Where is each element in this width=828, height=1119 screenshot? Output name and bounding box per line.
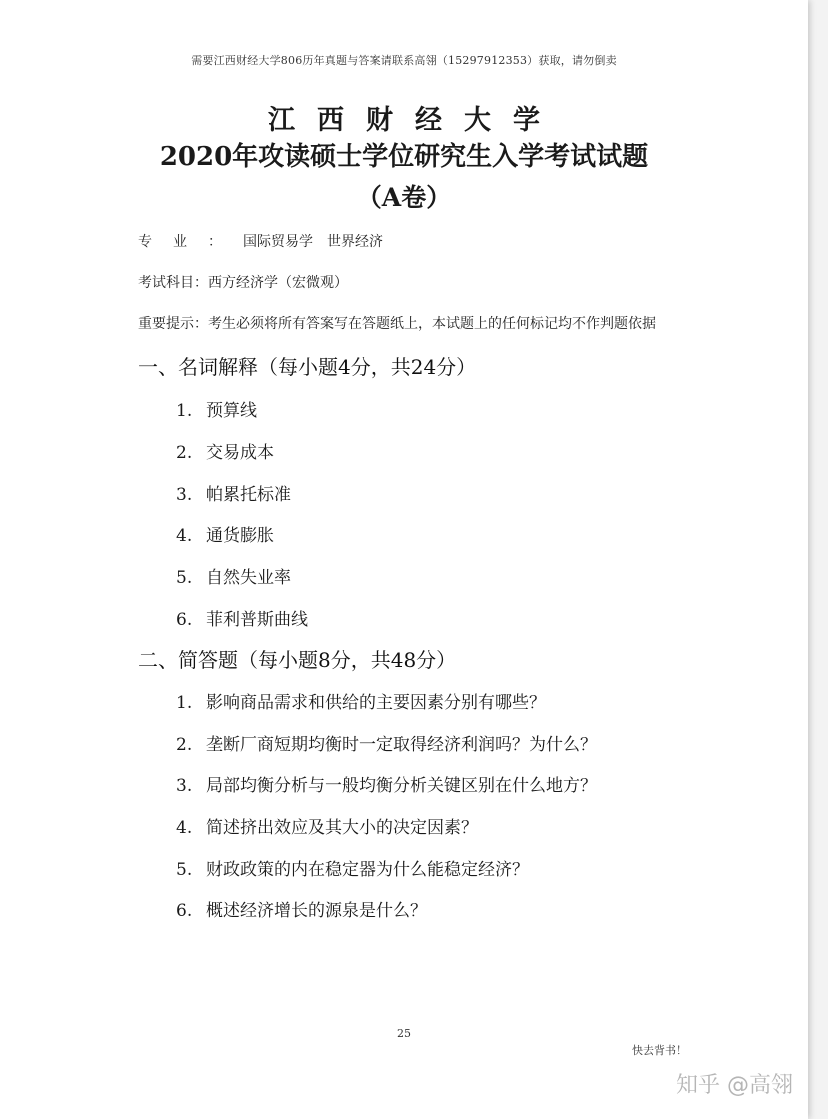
item-text: 垄断厂商短期均衡时一定取得经济利润吗？为什么？: [206, 735, 597, 755]
major-label: 专业：: [138, 234, 243, 250]
page-number: 25: [397, 1027, 411, 1040]
section1-item: [176, 438, 274, 463]
item-number: 6.: [176, 610, 193, 630]
item-number: 6.: [176, 901, 193, 921]
item-text: 菲利普斯曲线: [206, 610, 308, 630]
footer-note: 快去背书！: [632, 1044, 687, 1057]
header-note: 需要江西财经大学806历年真题与答案请联系高翎（15297912353）获取，请勿倒卖: [191, 54, 617, 67]
item-text: 简述挤出效应及其大小的决定因素？: [206, 818, 478, 838]
item-text: 概述经济增长的源泉是什么？: [206, 901, 427, 921]
section2-item: [176, 813, 478, 838]
subject-line: [138, 272, 348, 292]
item-number: 3.: [176, 485, 193, 505]
university-name: 江西财经大学: [268, 105, 562, 136]
section2-item: [176, 855, 529, 880]
paper-code: （A卷）: [356, 183, 452, 212]
item-number: 4.: [176, 818, 193, 838]
item-text: 影响商品需求和供给的主要因素分别有哪些？: [206, 693, 546, 713]
major-line: [138, 231, 383, 251]
item-text: 交易成本: [206, 443, 274, 463]
item-number: 5.: [176, 568, 193, 588]
notice-value: 考生必须将所有答案写在答题纸上，本试题上的任何标记均不作判题依据: [208, 316, 656, 332]
zhihu-watermark: 知乎 @高翎: [676, 1073, 793, 1098]
section1-item: [176, 605, 308, 630]
section2-item: [176, 730, 597, 755]
section2-item: [176, 771, 597, 796]
section1-item: [176, 396, 257, 421]
major-value: 国际贸易学 世界经济: [243, 234, 383, 250]
section1-heading: 一、名词解释（每小题4分，共24分）: [138, 355, 477, 379]
subject-label: 考试科目：: [138, 275, 208, 291]
item-text: 预算线: [206, 401, 257, 421]
notice-line: [138, 313, 656, 333]
item-text: 局部均衡分析与一般均衡分析关键区别在什么地方？: [206, 776, 597, 796]
item-number: 2.: [176, 735, 193, 755]
item-text: 通货膨胀: [206, 526, 274, 546]
section2-heading: 二、简答题（每小题8分，共48分）: [138, 648, 457, 672]
exam-title: 2020年攻读硕士学位研究生入学考试试题: [159, 142, 649, 172]
section1-item: [176, 521, 274, 546]
section2-item: [176, 688, 546, 713]
section1-item: [176, 563, 291, 588]
section2-item: [176, 896, 427, 921]
item-number: 5.: [176, 860, 193, 880]
item-number: 3.: [176, 776, 193, 796]
item-number: 2.: [176, 443, 193, 463]
notice-label: 重要提示：: [138, 316, 208, 332]
item-number: 1.: [176, 693, 193, 713]
item-text: 自然失业率: [206, 568, 291, 588]
subject-value: 西方经济学（宏微观）: [208, 275, 348, 291]
item-number: 4.: [176, 526, 193, 546]
item-text: 财政政策的内在稳定器为什么能稳定经济？: [206, 860, 529, 880]
item-number: 1.: [176, 401, 193, 421]
item-text: 帕累托标准: [206, 485, 291, 505]
section1-item: [176, 480, 291, 505]
